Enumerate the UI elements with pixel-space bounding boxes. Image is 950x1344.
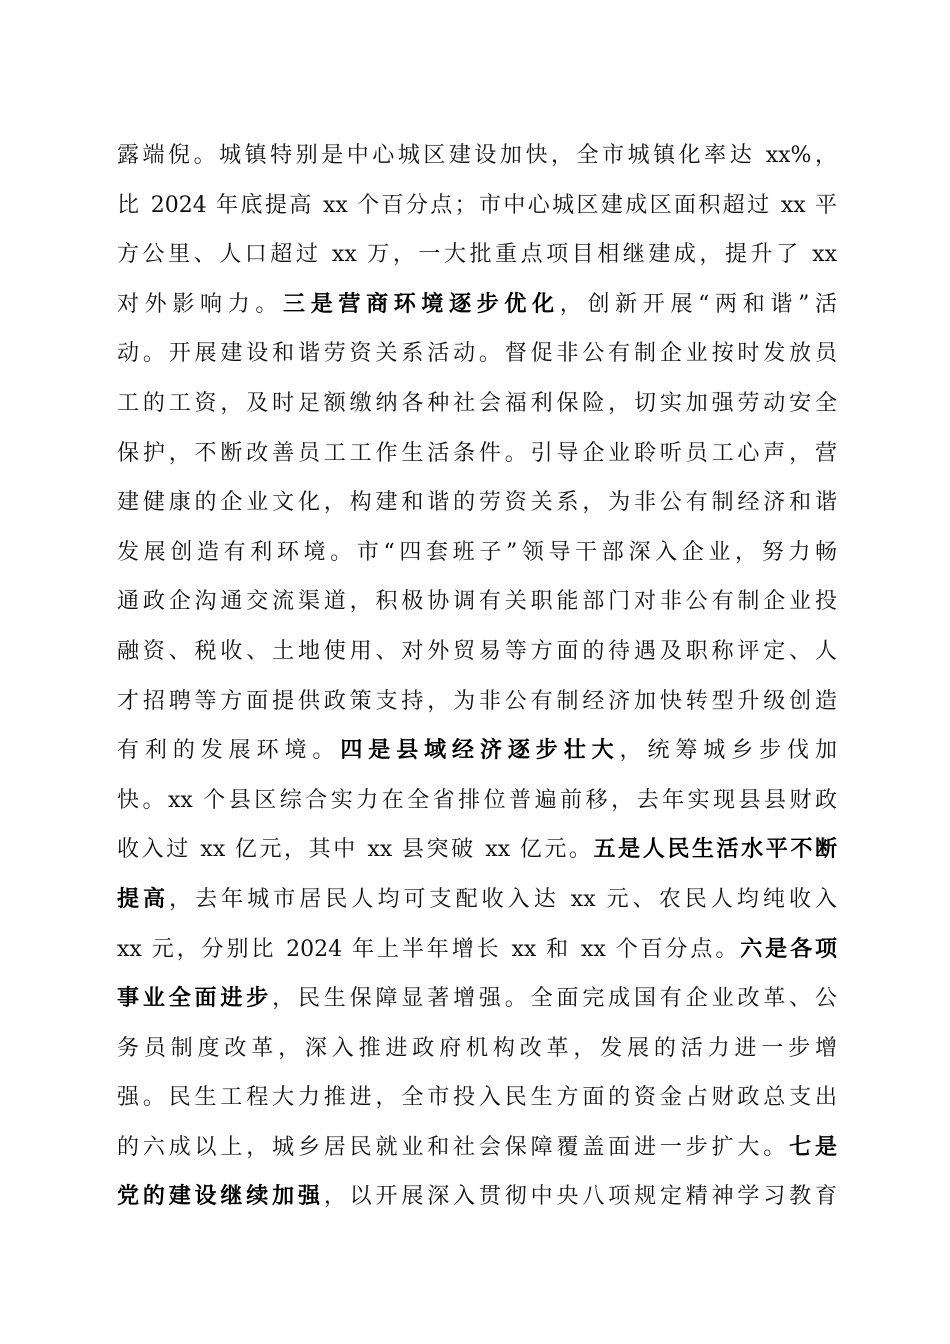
- body-text-segment: ，统筹城乡步伐加: [619, 738, 837, 764]
- body-text-segment: 通政企沟通交流渠道，积极协调有关职能部门对非公有制企业投: [117, 589, 837, 615]
- text-line: [117, 677, 837, 727]
- text-line: [117, 181, 837, 231]
- text-line: [117, 528, 837, 578]
- body-text-segment: 建健康的企业文化，构建和谐的劳资关系，为非公有制经济和谐: [117, 490, 837, 516]
- text-line: [117, 577, 837, 627]
- text-line: [117, 1073, 837, 1123]
- text-line: [117, 1123, 837, 1173]
- body-text-segment: 快。xx 个县区综合实力在全省排位普遍前移，去年实现县县财政: [117, 787, 837, 813]
- body-text: [117, 131, 837, 1222]
- body-text-segment: ，以开展深入贯彻中央八项规定精神学习教育: [323, 1184, 837, 1210]
- text-line: [117, 280, 837, 330]
- text-line: [117, 329, 837, 379]
- body-text-segment: 有利的发展环境。: [117, 738, 341, 764]
- body-text-segment: 的六成以上，城乡居民就业和社会保障覆盖面进一步扩大。: [117, 1134, 790, 1160]
- text-line: [117, 925, 837, 975]
- bold-heading-text: 提高: [117, 885, 170, 912]
- body-text-segment: 保护，不断改善员工工作生活条件。引导企业聆听员工心声，营: [117, 440, 837, 466]
- text-line: [117, 379, 837, 429]
- text-line: [117, 1172, 837, 1222]
- body-text-segment: xx 元，分别比 2024 年上半年增长 xx 和 xx 个百分点。: [117, 936, 741, 962]
- text-line: [117, 1024, 837, 1074]
- body-text-segment: 才招聘等方面提供政策支持，为非公有制经济加快转型升级创造: [117, 688, 837, 714]
- text-line: [117, 230, 837, 280]
- bold-heading-text: 五是人民生活水平不断: [593, 836, 837, 863]
- body-text-segment: 比 2024 年底提高 xx 个百分点；市中心城区建成区面积超过 xx 平: [117, 192, 837, 218]
- body-text-segment: 融资、税收、土地使用、对外贸易等方面的待遇及职称评定、人: [117, 638, 837, 664]
- body-text-segment: 动。开展建设和谐劳资关系活动。督促非公有制企业按时发放员: [117, 341, 837, 367]
- body-text-segment: 强。民生工程大力推进，全市投入民生方面的资金占财政总支出: [117, 1085, 837, 1111]
- bold-heading-text: 党的建设继续加强: [117, 1183, 324, 1210]
- body-text-segment: 对外影响力。: [117, 291, 284, 317]
- text-line: [117, 131, 837, 181]
- body-text-segment: 发展创造有利环境。市“四套班子”领导干部深入企业，努力畅: [117, 539, 837, 565]
- bold-heading-text: 三是营商环境逐步优化: [283, 290, 560, 317]
- body-text-segment: 露端倪。城镇特别是中心城区建设加快，全市城镇化率达 xx%，: [117, 143, 837, 168]
- body-text-segment: ，去年城市居民人均可支配收入达 xx 元、农民人均纯收入: [169, 886, 837, 912]
- text-line: [117, 825, 837, 875]
- body-text-segment: 收入过 xx 亿元，其中 xx 县突破 xx 亿元。: [117, 837, 594, 863]
- body-text-segment: 务员制度改革，深入推进政府机构改革，发展的活力进一步增: [117, 1035, 837, 1061]
- text-line: [117, 776, 837, 826]
- bold-heading-text: 六是各项: [740, 935, 837, 962]
- bold-heading-text: 七是: [789, 1133, 837, 1160]
- bold-heading-text: 事业全面进步: [117, 985, 273, 1012]
- bold-heading-text: 四是县域经济逐步壮大: [340, 737, 620, 764]
- body-text-segment: ，创新开展“两和谐”活: [559, 291, 837, 317]
- text-line: [117, 429, 837, 479]
- body-text-segment: ，民生保障显著增强。全面完成国有企业改革、公: [272, 986, 837, 1012]
- text-line: [117, 875, 837, 925]
- body-text-segment: 方公里、人口超过 xx 万，一大批重点项目相继建成，提升了 xx: [117, 242, 837, 268]
- text-line: [117, 974, 837, 1024]
- text-line: [117, 726, 837, 776]
- body-text-segment: 工的工资，及时足额缴纳各种社会福利保险，切实加强劳动安全: [117, 390, 837, 416]
- text-line: [117, 627, 837, 677]
- text-line: [117, 478, 837, 528]
